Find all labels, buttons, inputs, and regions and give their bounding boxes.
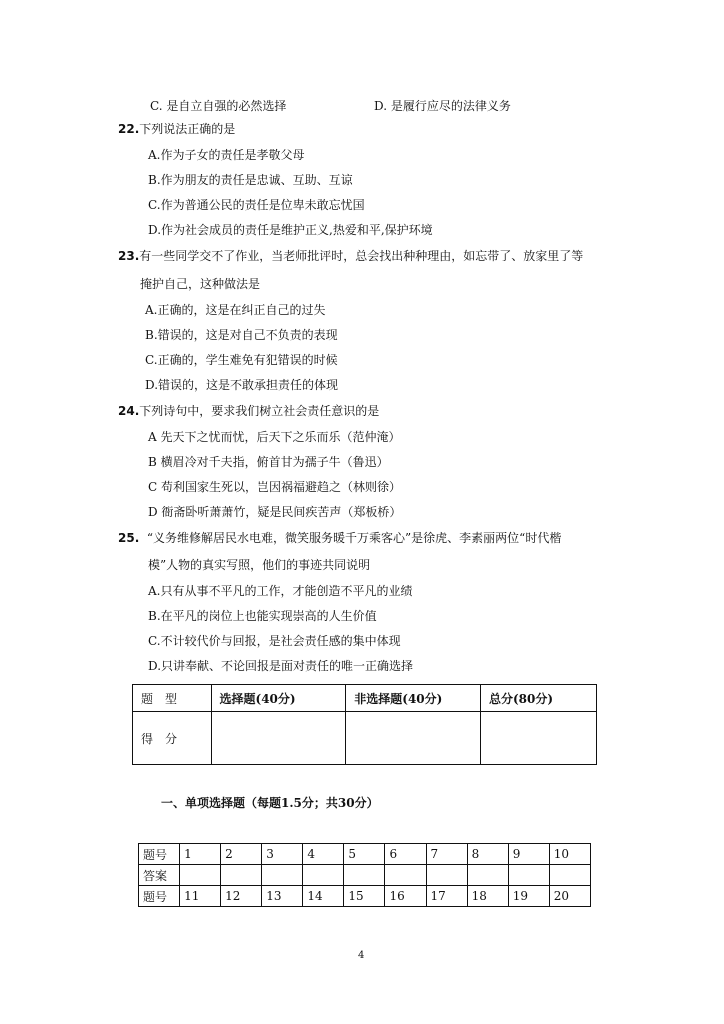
q25-stem-line2: 模”人物的真实写照，他们的事迹共同说明 bbox=[148, 558, 371, 572]
grid-qnum-16: 16 bbox=[385, 886, 426, 907]
grid-qnum-4: 4 bbox=[303, 844, 344, 865]
q23-stem-text-1: 有一些同学交不了作业，当老师批评时，总会找出种种理由，如忘带了、放家里了等 bbox=[139, 249, 584, 263]
q24-number: 24. bbox=[118, 404, 140, 418]
grid-row1-label: 题号 bbox=[139, 844, 180, 865]
grid-qnum-2: 2 bbox=[221, 844, 262, 865]
score-choice-cell[interactable] bbox=[211, 712, 346, 765]
q23-stem-line1 bbox=[118, 248, 583, 264]
score-header-type: 题 型 bbox=[133, 685, 212, 712]
score-table bbox=[132, 684, 597, 765]
grid-answer-cell[interactable] bbox=[303, 865, 344, 886]
grid-answer-cell[interactable] bbox=[385, 865, 426, 886]
q25-stem-line1 bbox=[118, 530, 561, 546]
grid-qnum-7: 7 bbox=[426, 844, 467, 865]
grid-qnum-8: 8 bbox=[467, 844, 508, 865]
score-row-label: 得 分 bbox=[133, 712, 212, 765]
score-total-cell[interactable] bbox=[481, 712, 597, 765]
grid-answer-cell[interactable] bbox=[180, 865, 221, 886]
q23-stem-line2: 掩护自己，这种做法是 bbox=[140, 277, 261, 291]
q25-option-a: A.只有从事不平凡的工作，才能创造不平凡的业绩 bbox=[148, 584, 413, 598]
grid-qnum-1: 1 bbox=[180, 844, 221, 865]
score-nonchoice-cell[interactable] bbox=[346, 712, 481, 765]
q22-option-a: A.作为子女的责任是孝敬父母 bbox=[148, 148, 305, 162]
q23-option-c: C.正确的，学生难免有犯错误的时候 bbox=[145, 353, 338, 367]
grid-qnum-18: 18 bbox=[467, 886, 508, 907]
grid-answer-cell[interactable] bbox=[467, 865, 508, 886]
q25-option-d: D.只讲奉献、不论回报是面对责任的唯一正确选择 bbox=[148, 659, 414, 673]
grid-qnum-12: 12 bbox=[221, 886, 262, 907]
q21-option-d: D. 是履行应尽的法律义务 bbox=[374, 99, 511, 113]
grid-qnum-20: 20 bbox=[549, 886, 590, 907]
score-table-score-row bbox=[133, 712, 597, 765]
q21-option-c: C. 是自立自强的必然选择 bbox=[150, 99, 287, 113]
score-table-header-row bbox=[133, 685, 597, 712]
answer-grid-row3 bbox=[139, 886, 591, 907]
score-header-total: 总分(80分) bbox=[481, 685, 597, 712]
q24-option-c: C 苟利国家生死以，岂因祸福避趋之（林则徐） bbox=[148, 480, 401, 494]
q22-option-c: C.作为普通公民的责任是位卑未敢忘忧国 bbox=[148, 198, 365, 212]
grid-qnum-5: 5 bbox=[344, 844, 385, 865]
grid-qnum-14: 14 bbox=[303, 886, 344, 907]
q23-option-d: D.错误的，这是不敢承担责任的体现 bbox=[145, 378, 339, 392]
q22-number: 22. bbox=[118, 122, 140, 136]
q24-stem bbox=[118, 403, 379, 419]
grid-qnum-15: 15 bbox=[344, 886, 385, 907]
q25-number: 25. bbox=[118, 531, 140, 545]
grid-qnum-19: 19 bbox=[508, 886, 549, 907]
grid-qnum-17: 17 bbox=[426, 886, 467, 907]
grid-answer-cell[interactable] bbox=[549, 865, 590, 886]
q24-stem-text: 下列诗句中，要求我们树立社会责任意识的是 bbox=[139, 404, 380, 418]
grid-row3-label: 题号 bbox=[139, 886, 180, 907]
q23-option-a: A.正确的，这是在纠正自己的过失 bbox=[145, 303, 326, 317]
q25-option-b: B.在平凡的岗位上也能实现崇高的人生价值 bbox=[148, 609, 377, 623]
answer-grid bbox=[138, 843, 591, 907]
page-number: 4 bbox=[358, 950, 365, 961]
q22-option-d: D.作为社会成员的责任是维护正义,热爱和平,保护环境 bbox=[148, 223, 433, 237]
grid-answer-cell[interactable] bbox=[426, 865, 467, 886]
q24-option-d: D 衙斋卧听萧萧竹，疑是民间疾苦声（郑板桥） bbox=[148, 505, 402, 519]
q22-option-b: B.作为朋友的责任是忠诚、互助、互谅 bbox=[148, 173, 353, 187]
grid-qnum-11: 11 bbox=[180, 886, 221, 907]
q22-stem bbox=[118, 121, 235, 137]
q23-option-b: B.错误的，这是对自己不负责的表现 bbox=[145, 328, 338, 342]
grid-qnum-9: 9 bbox=[508, 844, 549, 865]
q25-stem-text-1: “义务维修解居民水电难，微笑服务暖千万乘客心”是徐虎、李素丽两位“时代楷 bbox=[146, 531, 562, 545]
grid-qnum-6: 6 bbox=[385, 844, 426, 865]
q25-option-c: C.不计较代价与回报，是社会责任感的集中体现 bbox=[148, 634, 401, 648]
answer-grid-row2 bbox=[139, 865, 591, 886]
grid-row2-label: 答案 bbox=[139, 865, 180, 886]
grid-answer-cell[interactable] bbox=[508, 865, 549, 886]
score-header-choice: 选择题(40分) bbox=[211, 685, 346, 712]
grid-qnum-3: 3 bbox=[262, 844, 303, 865]
answer-grid-row1 bbox=[139, 844, 591, 865]
score-header-nonchoice: 非选择题(40分) bbox=[346, 685, 481, 712]
q23-number: 23. bbox=[118, 249, 140, 263]
section1-title: 一、单项选择题（每题1.5分；共30分） bbox=[161, 796, 379, 810]
grid-answer-cell[interactable] bbox=[221, 865, 262, 886]
grid-qnum-13: 13 bbox=[262, 886, 303, 907]
q22-stem-text: 下列说法正确的是 bbox=[139, 122, 236, 136]
q24-option-a: A 先天下之忧而忧，后天下之乐而乐（范仲淹） bbox=[148, 430, 401, 444]
q24-option-b: B 横眉冷对千夫指，俯首甘为孺子牛（鲁迅） bbox=[148, 455, 389, 469]
grid-answer-cell[interactable] bbox=[344, 865, 385, 886]
grid-answer-cell[interactable] bbox=[262, 865, 303, 886]
grid-qnum-10: 10 bbox=[549, 844, 590, 865]
